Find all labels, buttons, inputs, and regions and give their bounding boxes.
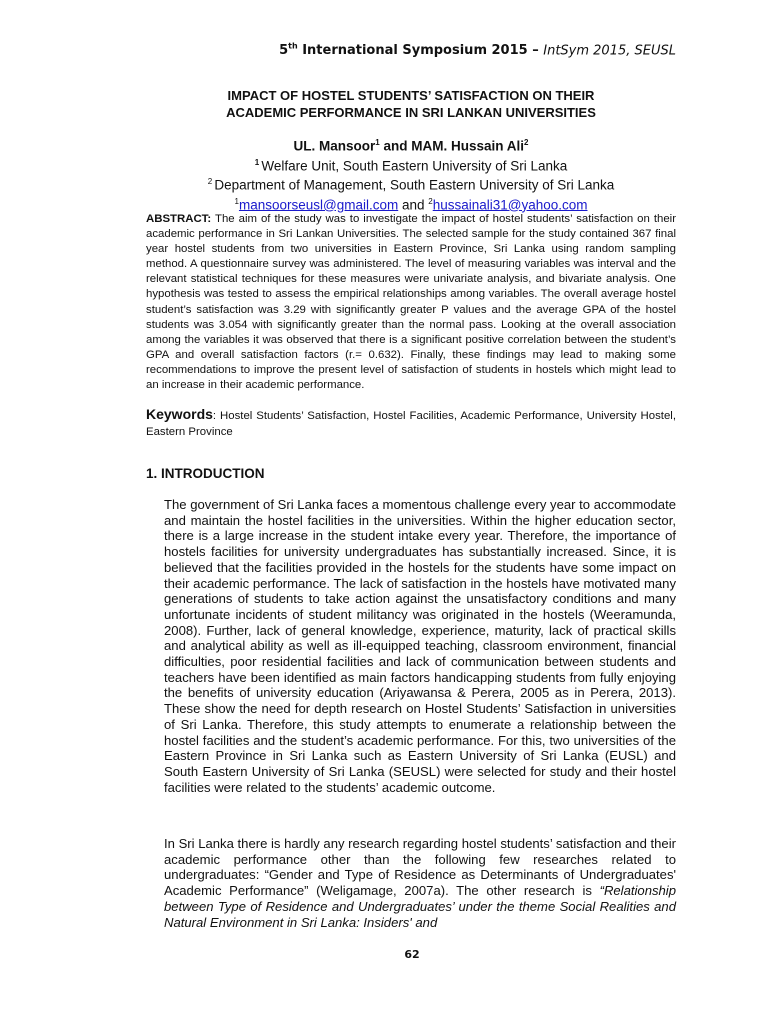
- symposium-number: 5: [279, 43, 289, 59]
- email-2-link[interactable]: hussainali31@yahoo.com: [432, 197, 588, 212]
- affiliation-1-sup: 1: [254, 157, 262, 167]
- intro-paragraph-1: The government of Sri Lanka faces a momentous challenge every year to accommodate and maintain the hostel facilities in the universities. Within the higher education sector, there is a large increase in the student intake every year. Therefore, the importance of hostels facilities for university undergraduates has substantially increased. Since, it is believed that the facilities provided in the hostels for the students have some impact on their academic performance. The lack of satisfaction in the hostels have motivated many generations of students to take action against the unsatisfactory conditions and many unfortunate incidents of student militancy was originated in the hostels (Weeramunda, 2008). Further, lack of general knowledge, experience, maturity, lack of practical skills and analytical ability as well as ill-equipped teaching, classroom environment, financial difficulties, poor residential facilities and lack of communication between students and teachers have been identified as main factors handicapping students from fully enjoying the benefits of university education (Ariyawansa & Perera, 2005 as in Perera, 2013). These show the need for depth research on Hostel Students’ Satisfaction in universities of Sri Lanka. Therefore, this study attempts to enumerate a relationship between the hostel facilities and the student’s academic performance. For this, two universities of the Eastern Province in Sri Lanka such as Eastern University of Sri Lanka (EUSL) and South Eastern University of Sri Lanka (SEUSL) were selected for study and their hostel facilities were related to the students’ academic outcome.: [164, 497, 676, 795]
- email-line: [146, 194, 676, 214]
- paper-title: [146, 87, 676, 121]
- title-line-2: ACADEMIC PERFORMANCE IN SRI LANKAN UNIVERSITIES: [226, 105, 596, 120]
- symposium-text: International Symposium 2015 –: [297, 43, 544, 59]
- intro-paragraph-2-italic: “Relationship between Type of Residence and Undergraduates’ under the theme Social Realities and Natural Environment in Sri Lanka: Insiders' and: [164, 883, 676, 930]
- email-1-link[interactable]: mansoorseusl@gmail.com: [238, 197, 399, 212]
- abstract: [146, 212, 676, 393]
- abstract-text: The aim of the study was to investigate the impact of hostel students’ satisfaction on their academic performance in Sri Lankan Universities. The selected sample for the study contained 367 final year hostel students from two universities in Eastern Province, Sri Lanka using random sampling method. A questionnaire survey was administered. The level of measuring variables was interval and the relevant statistical techniques for these measures were univariate analysis, and bivariate analysis. One hypothesis was tested to assess the empirical relationships among variables. The overall average hostel student’s satisfaction was 3.29 with significantly greater P values and the average GPA of the hostel students was 3.054 with significantly greater than the normal pass. Looking at the overall association among the variables it was observed that there is a significant positive correlation between the student’s GPA and overall satisfaction factors (r.= 0.632). Finally, these findings may lead to making some recommendations to improve the present level of satisfaction of students in hostels which might lead to an increase in their academic performance.: [146, 213, 676, 392]
- affiliation-2: [146, 174, 676, 194]
- author-1-sup: 1: [375, 138, 380, 147]
- symposium-italic: IntSym 2015, SEUSL: [543, 43, 676, 59]
- intro-paragraph-2-text: In Sri Lanka there is hardly any research regarding hostel students’ satisfaction and their academic performance other than the following few researches related to undergraduates: “Gender and Type of Residence as Determinants of Undergraduates' Academic Performance” (Weligamage, 2007a). The other research is: [164, 836, 676, 899]
- section-heading-introduction: 1. INTRODUCTION: [146, 466, 265, 481]
- running-header: [279, 42, 676, 58]
- affiliation-2-sup: 2: [207, 177, 215, 186]
- affiliation-1-text: Welfare Unit, South Eastern University of Sri Lanka: [261, 158, 568, 173]
- email-1-sup: 1: [234, 196, 239, 206]
- keywords-label: Keywords: [146, 406, 213, 422]
- author-names: [146, 135, 676, 155]
- author-block: [146, 135, 676, 213]
- abstract-label: ABSTRACT:: [146, 213, 212, 225]
- author-1: UL. Mansoor: [293, 138, 376, 154]
- author-2: and MAM. Hussain Ali: [379, 138, 525, 154]
- affiliation-1: [146, 155, 676, 175]
- email-and: and: [398, 197, 429, 212]
- keywords-text: : Hostel Students’ Satisfaction, Hostel Facilities, Academic Performance, University Hostel, Eastern Province: [146, 410, 676, 438]
- affiliation-2-text: Department of Management, South Eastern University of Sri Lanka: [214, 177, 615, 193]
- symposium-superscript: th: [288, 42, 298, 51]
- keywords: [146, 407, 676, 440]
- intro-paragraph-2: [164, 836, 676, 930]
- page-number: 62: [404, 948, 420, 961]
- title-line-1: IMPACT OF HOSTEL STUDENTS’ SATISFACTION ON THEIR: [227, 88, 595, 103]
- author-2-sup: 2: [524, 138, 529, 147]
- email-2-sup: 2: [428, 196, 433, 206]
